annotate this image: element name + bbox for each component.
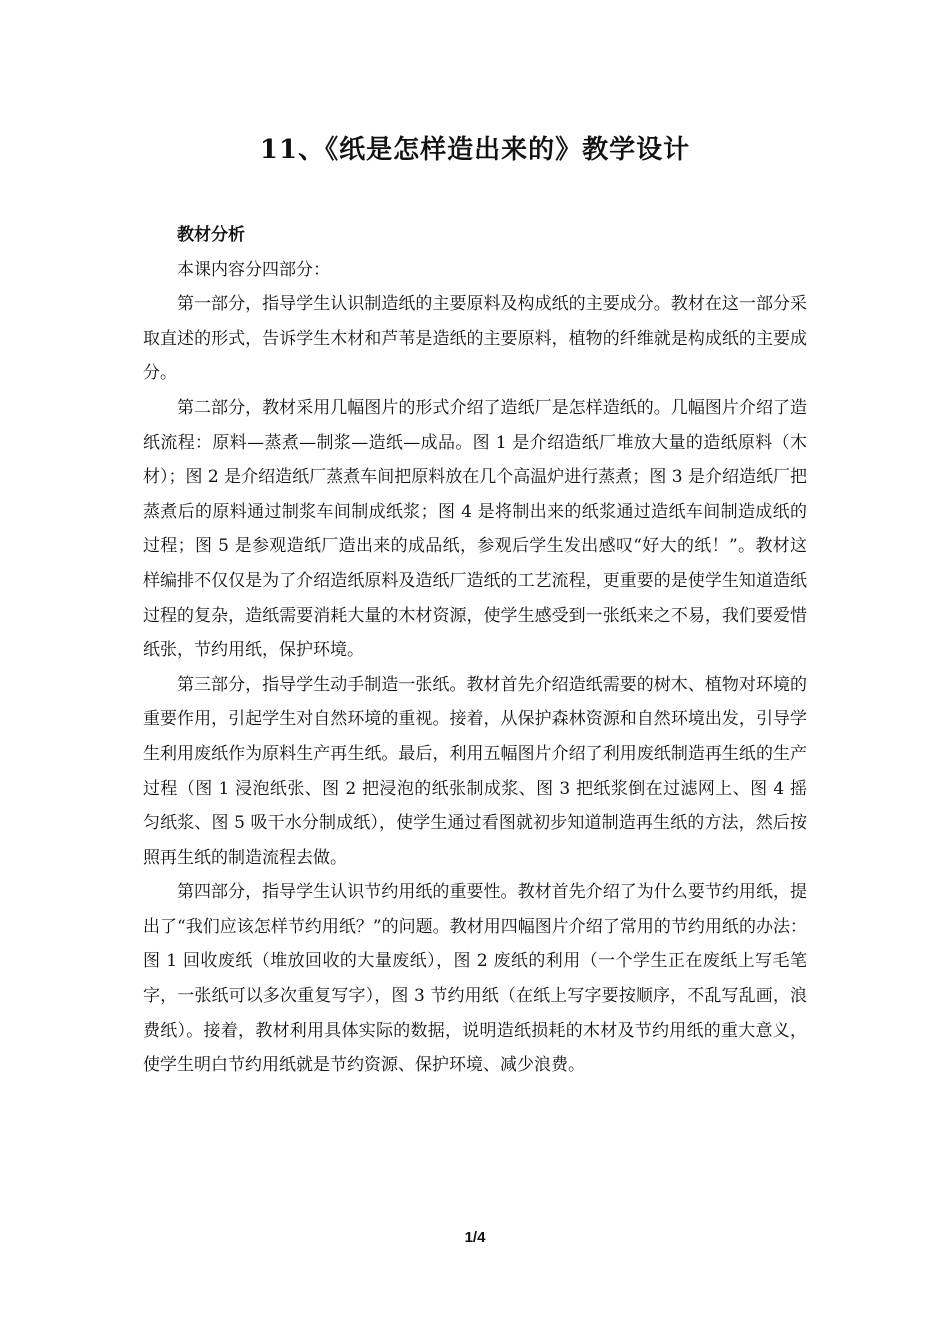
document-title: 11、《纸是怎样造出来的》教学设计 — [259, 135, 691, 165]
paragraph-part-four: 第四部分，指导学生认识节约用纸的重要性。教材首先介绍了为什么要节约用纸，提出了“我们应该怎样节约用纸？”的问题。教材用四幅图片介绍了常用的节约用纸的办法：图 1 回收废纸（堆放回收的大量废纸），图 2 废纸的利用（一个学生正在废纸上写毛笔字，一张纸可以多次重复写字），图 3 节约用纸（在纸上写字要按顺序，不乱写乱画，浪费纸）。接着，教材利用具体实际的数据，说明造纸损耗的木材及节约用纸的重大意义，使学生明白节约用纸就是节约资源、保护环境、减少浪费。 — [143, 882, 807, 1076]
paragraph-part-three: 第三部分，指导学生动手制造一张纸。教材首先介绍造纸需要的树木、植物对环境的重要作用，引起学生对自然环境的重视。接着，从保护森林资源和自然环境出发，引导学生利用废纸作为原料生产再生纸。最后，利用五幅图片介绍了利用废纸制造再生纸的生产过程（图 1 浸泡纸张、图 2 把浸泡的纸张制成浆、图 3 把纸浆倒在过滤网上、图 4 摇匀纸浆、图 5 吸干水分制成纸），使学生通过看图就初步知道制造再生纸的方法，然后按照再生纸的制造流程去做。 — [143, 674, 807, 868]
paragraph-part-two: 第二部分，教材采用几幅图片的形式介绍了造纸厂是怎样造纸的。几幅图片介绍了造纸流程：原料—蒸煮—制浆—造纸—成品。图 1 是介绍造纸厂堆放大量的造纸原料（木材）；图 2 是介绍造纸厂蒸煮车间把原料放在几个高温炉进行蒸煮；图 3 是介绍造纸厂把蒸煮后的原料通过制浆车间制成纸浆；图 4 是将制出来的纸浆通过造纸车间制造成纸的过程；图 5 是参观造纸厂造出来的成品纸，参观后学生发出感叹“好大的纸！”。教材这样编排不仅仅是为了介绍造纸原料及造纸厂造纸的工艺流程，更重要的是使学生知道造纸过程的复杂，造纸需要消耗大量的木材资源，使学生感受到一张纸来之不易，我们要爱惜纸张，节约用纸，保护环境。 — [143, 397, 807, 661]
paragraph-intro: 本课内容分四部分： — [177, 259, 330, 280]
paragraph-part-one: 第一部分，指导学生认识制造纸的主要原料及构成纸的主要成分。教材在这一部分采取直述的形式，告诉学生木材和芦苇是造纸的主要原料，植物的纤维就是构成纸的主要成分。 — [143, 294, 807, 384]
section-heading: 教材分析 — [177, 225, 245, 245]
document-body — [143, 218, 807, 1083]
page-number: 1/4 — [464, 1229, 486, 1246]
